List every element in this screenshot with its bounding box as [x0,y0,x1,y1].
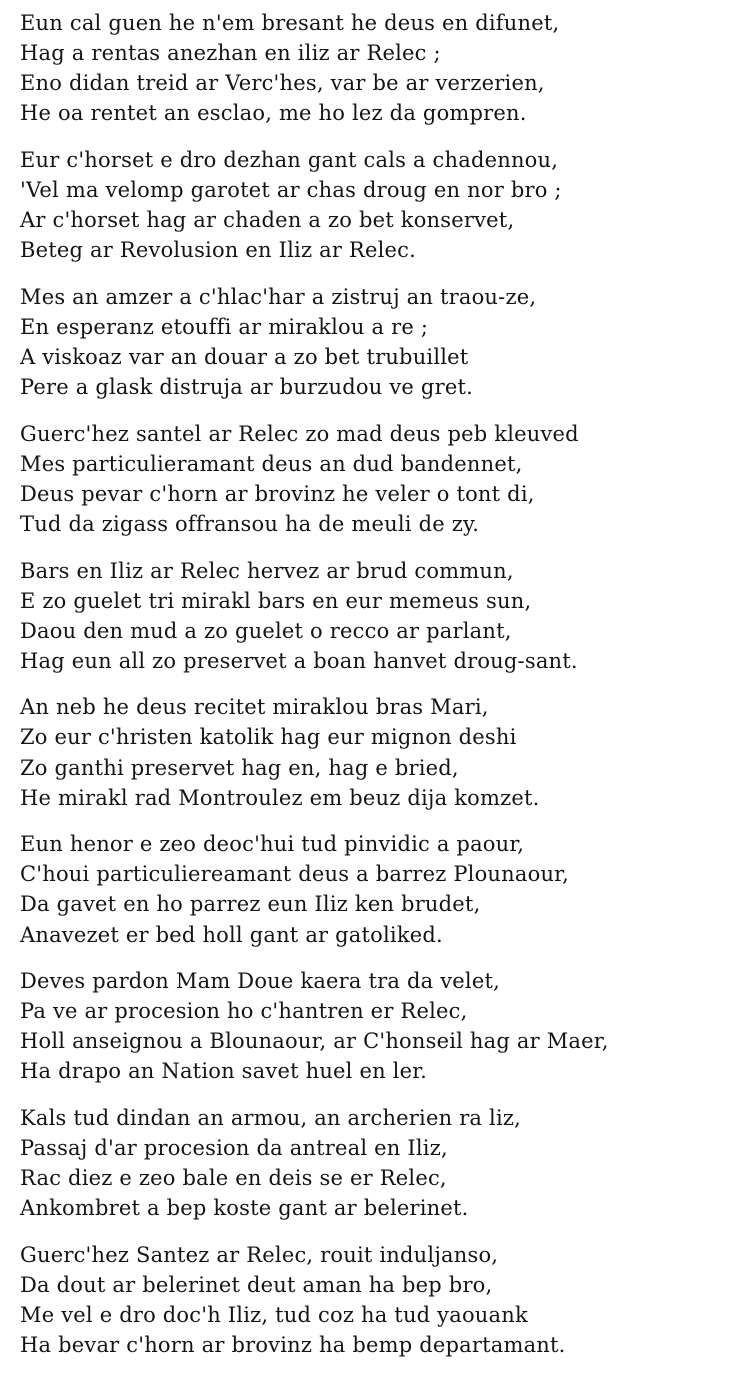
stanza-10 [20,1240,745,1360]
verse-line: Zo ganthi preservet hag en, hag e bried, [20,755,459,780]
verse-line: Pa ve ar procesion ho c'hantren er Relec, [20,999,468,1024]
verse-line: C'houi particuliereamant deus a barrez Plounaour, [20,862,569,887]
verse-line: Pere a glask distruja ar burzudou ve gret. [20,375,473,400]
stanza-2 [20,145,745,265]
verse-line: Mes particulieramant deus an dud bandennet, [20,451,523,476]
verse-line: Anavezet er bed holl gant ar gatoliked. [20,922,443,947]
verse-line: Ar c'horset hag ar chaden a zo bet konservet, [20,208,515,233]
verse-line: An neb he deus recitet miraklou bras Mari, [20,695,489,720]
verse-line: Da dout ar belerinet deut aman ha bep bro, [20,1272,493,1297]
verse-line: He mirakl rad Montroulez em beuz dija komzet. [20,785,540,810]
verse-line: Rac diez e zeo bale en deis se er Relec, [20,1166,447,1191]
verse-line: E zo guelet tri mirakl bars en eur memeus sun, [20,588,532,613]
verse-line: Passaj d'ar procesion da antreal en Iliz, [20,1136,448,1161]
verse-line: Da gavet en ho parrez eun Iliz ken brudet, [20,892,481,917]
stanza-9 [20,1103,745,1223]
verse-line: En esperanz etouffi ar miraklou a re ; [20,314,429,339]
verse-line: Deus pevar c'horn ar brovinz he veler o tont di, [20,481,535,506]
stanza-1 [20,8,745,128]
verse-line: Ha drapo an Nation savet huel en ler. [20,1059,428,1084]
verse-line: Eno didan treid ar Verc'hes, var be ar verzerien, [20,71,545,96]
verse-line: Mes an amzer a c'hlac'har a zistruj an traou-ze, [20,284,537,309]
verse-line: Daou den mud a zo guelet o recco ar parlant, [20,618,512,643]
stanza-3 [20,282,745,402]
verse-line: Hag eun all zo preservet a boan hanvet droug-sant. [20,648,578,673]
poem-text [20,8,745,1377]
verse-line: Zo eur c'hristen katolik hag eur mignon deshi [20,725,517,750]
verse-line: Guerc'hez santel ar Relec zo mad deus peb kleuved [20,421,579,446]
stanza-7 [20,829,745,949]
stanza-4 [20,419,745,539]
verse-line: Tud da zigass offransou ha de meuli de zy. [20,511,480,536]
verse-line: Ankombret a bep koste gant ar belerinet. [20,1196,469,1221]
stanza-5 [20,556,745,676]
verse-line: Guerc'hez Santez ar Relec, rouit induljanso, [20,1242,499,1267]
verse-line: Holl anseignou a Blounaour, ar C'honseil hag ar Maer, [20,1029,609,1054]
verse-line: A viskoaz var an douar a zo bet trubuillet [20,344,469,369]
verse-line: Eun cal guen he n'em bresant he deus en difunet, [20,11,560,35]
verse-line: 'Vel ma velomp garotet ar chas droug en nor bro ; [20,177,562,202]
stanza-8 [20,966,745,1086]
verse-line: Eur c'horset e dro dezhan gant cals a chadennou, [20,147,559,172]
verse-line: Eun henor e zeo deoc'hui tud pinvidic a paour, [20,832,525,857]
verse-line: Ha bevar c'horn ar brovinz ha bemp departamant. [20,1333,566,1358]
verse-line: Beteg ar Revolusion en Iliz ar Relec. [20,238,416,263]
verse-line: Kals tud dindan an armou, an archerien ra liz, [20,1106,521,1130]
verse-line: Me vel e dro doc'h Iliz, tud coz ha tud yaouank [20,1303,528,1328]
stanza-6 [20,692,745,812]
verse-line: Bars en Iliz ar Relec hervez ar brud commun, [20,558,514,583]
verse-line: He oa rentet an esclao, me ho lez da gompren. [20,101,527,126]
verse-line: Hag a rentas anezhan en iliz ar Relec ; [20,41,441,66]
verse-line: Deves pardon Mam Doue kaera tra da velet, [20,969,500,994]
